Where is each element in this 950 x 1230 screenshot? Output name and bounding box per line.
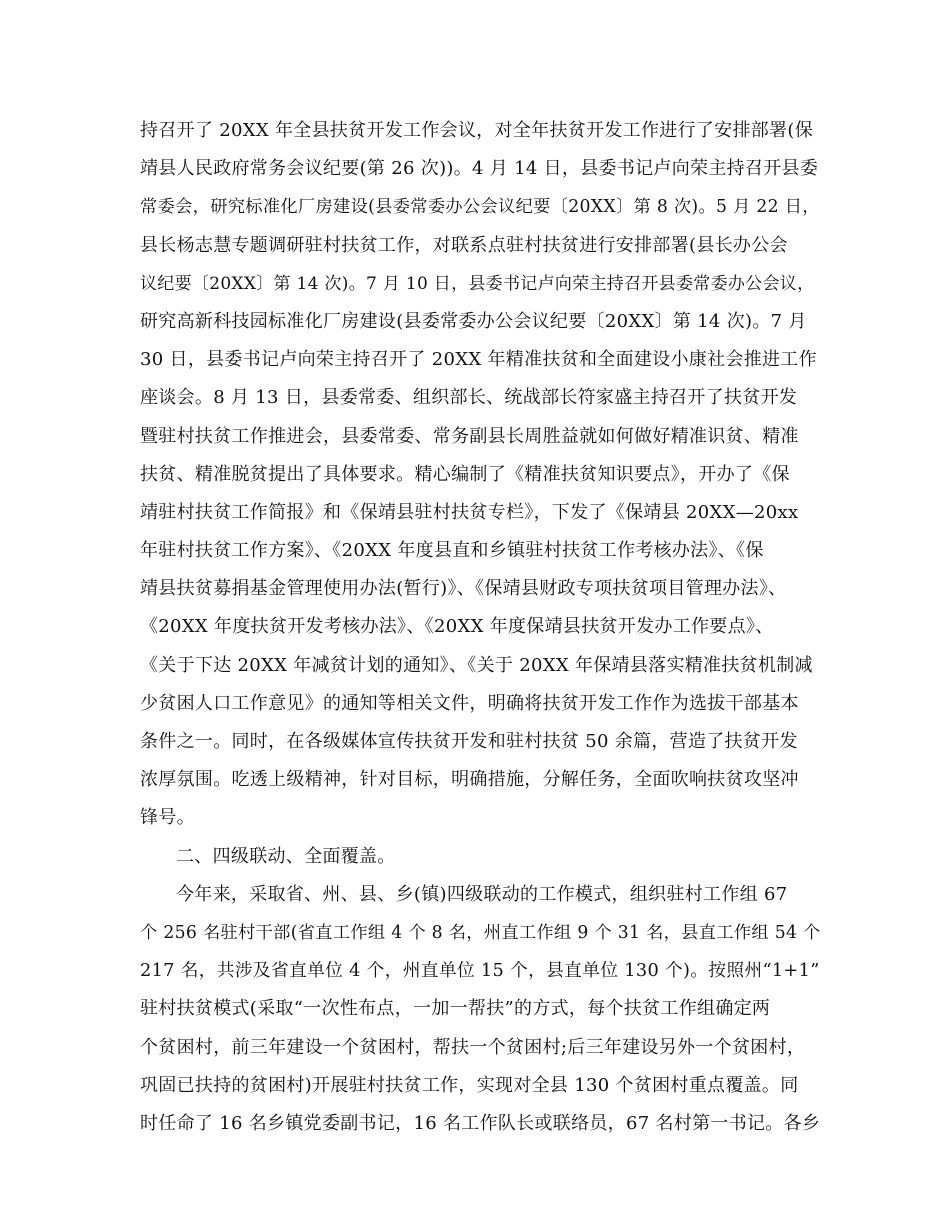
text-line: 时任命了 16 名乡镇党委副书记，16 名工作队长或联络员，67 名村第一书记。各乡 (140, 1112, 821, 1134)
text-line: 议纪要〔20XX〕第 14 次)。7 月 10 日，县委书记卢向荣主持召开县委常委办公会议， (140, 273, 815, 294)
text-line: 靖县扶贫募捐基金管理使用办法(暂行)》、《保靖县财政专项扶贫项目管理办法》、 (140, 578, 787, 600)
text-line: 《20XX 年度扶贫开发考核办法》、《20XX 年度保靖县扶贫开发办工作要点》、 (140, 616, 774, 638)
text-line: 研究高新科技园标准化厂房建设(县委常委办公会议纪要〔20XX〕第 14 次)。7 月 (140, 310, 807, 332)
text-line: 持召开了 20XX 年全县扶贫开发工作会议，对全年扶贫开发工作进行了安排部署(保 (140, 120, 813, 141)
text-line: 常委会，研究标准化厂房建设(县委常委办公会议纪要〔20XX〕第 8 次)。5 月 22 日， (140, 197, 820, 218)
text-line: 少贫困人口工作意见》的通知等相关文件，明确将扶贫开发工作作为选拔干部基本 (140, 692, 799, 714)
text-line: 条件之一。同时，在各级媒体宣传扶贫开发和驻村扶贫 50 余篇，营造了扶贫开发 (140, 731, 798, 752)
paragraph-first-line: 今年来，采取省、州、县、乡(镇)四级联动的工作模式，组织驻村工作组 67 (176, 883, 788, 905)
text-line: 个 256 名驻村干部(省直工作组 4 个 8 名，州直工作组 9 个 31 名，县直工作组 54 个 (140, 922, 821, 943)
text-line: 锋号。 (140, 807, 195, 829)
text-line: 驻村扶贫模式(采取“一次性布点，一加一帮扶”的方式，每个扶贫工作组确定两 (140, 998, 771, 1020)
text-line: 217 名，共涉及省直单位 4 个，州直单位 15 个，县直单位 130 个)。按照州“1+1” (140, 961, 820, 982)
text-line: 浓厚氛围。吃透上级精神，针对目标，明确措施，分解任务，全面吹响扶贫攻坚冲 (140, 769, 799, 791)
text-line: 靖县人民政府常务会议纪要(第 26 次))。4 月 14 日，县委书记卢向荣主持召开县委 (140, 158, 819, 180)
body-text (140, 112, 820, 1143)
text-line: 县长杨志慧专题调研驻村扶贫工作，对联系点驻村扶贫进行安排部署(县长办公会 (140, 234, 788, 256)
text-line: 巩固已扶持的贫困村)开展驻村扶贫工作，实现对全县 130 个贫困村重点覆盖。同 (140, 1074, 799, 1096)
text-line: 靖驻村扶贫工作简报》和《保靖县驻村扶贫专栏》，下发了《保靖县 20XX—20xx (140, 501, 799, 523)
text-line: 年驻村扶贫工作方案》、《20XX 年度县直和乡镇驻村扶贫工作考核办法》、《保 (140, 540, 764, 562)
text-line: 座谈会。8 月 13 日，县委常委、组织部长、统战部长符家盛主持召开了扶贫开发 (140, 387, 798, 409)
text-line: 暨驻村扶贫工作推进会，县委常委、常务副县长周胜益就如何做好精准识贫、精准 (140, 425, 799, 447)
text-line: 个贫困村，前三年建设一个贫困村，帮扶一个贫困村;后三年建设另外一个贫困村， (140, 1036, 806, 1058)
text-line: 30 日，县委书记卢向荣主持召开了 20XX 年精准扶贫和全面建设小康社会推进工作 (140, 349, 817, 371)
text-line: 扶贫、精准脱贫提出了具体要求。精心编制了《精准扶贫知识要点》，开办了《保 (140, 463, 790, 485)
section-heading: 二、四级联动、全面覆盖。 (176, 845, 396, 867)
text-line: 《关于下达 20XX 年减贫计划的通知》、《关于 20XX 年保靖县落实精准扶贫机制减 (140, 654, 813, 676)
